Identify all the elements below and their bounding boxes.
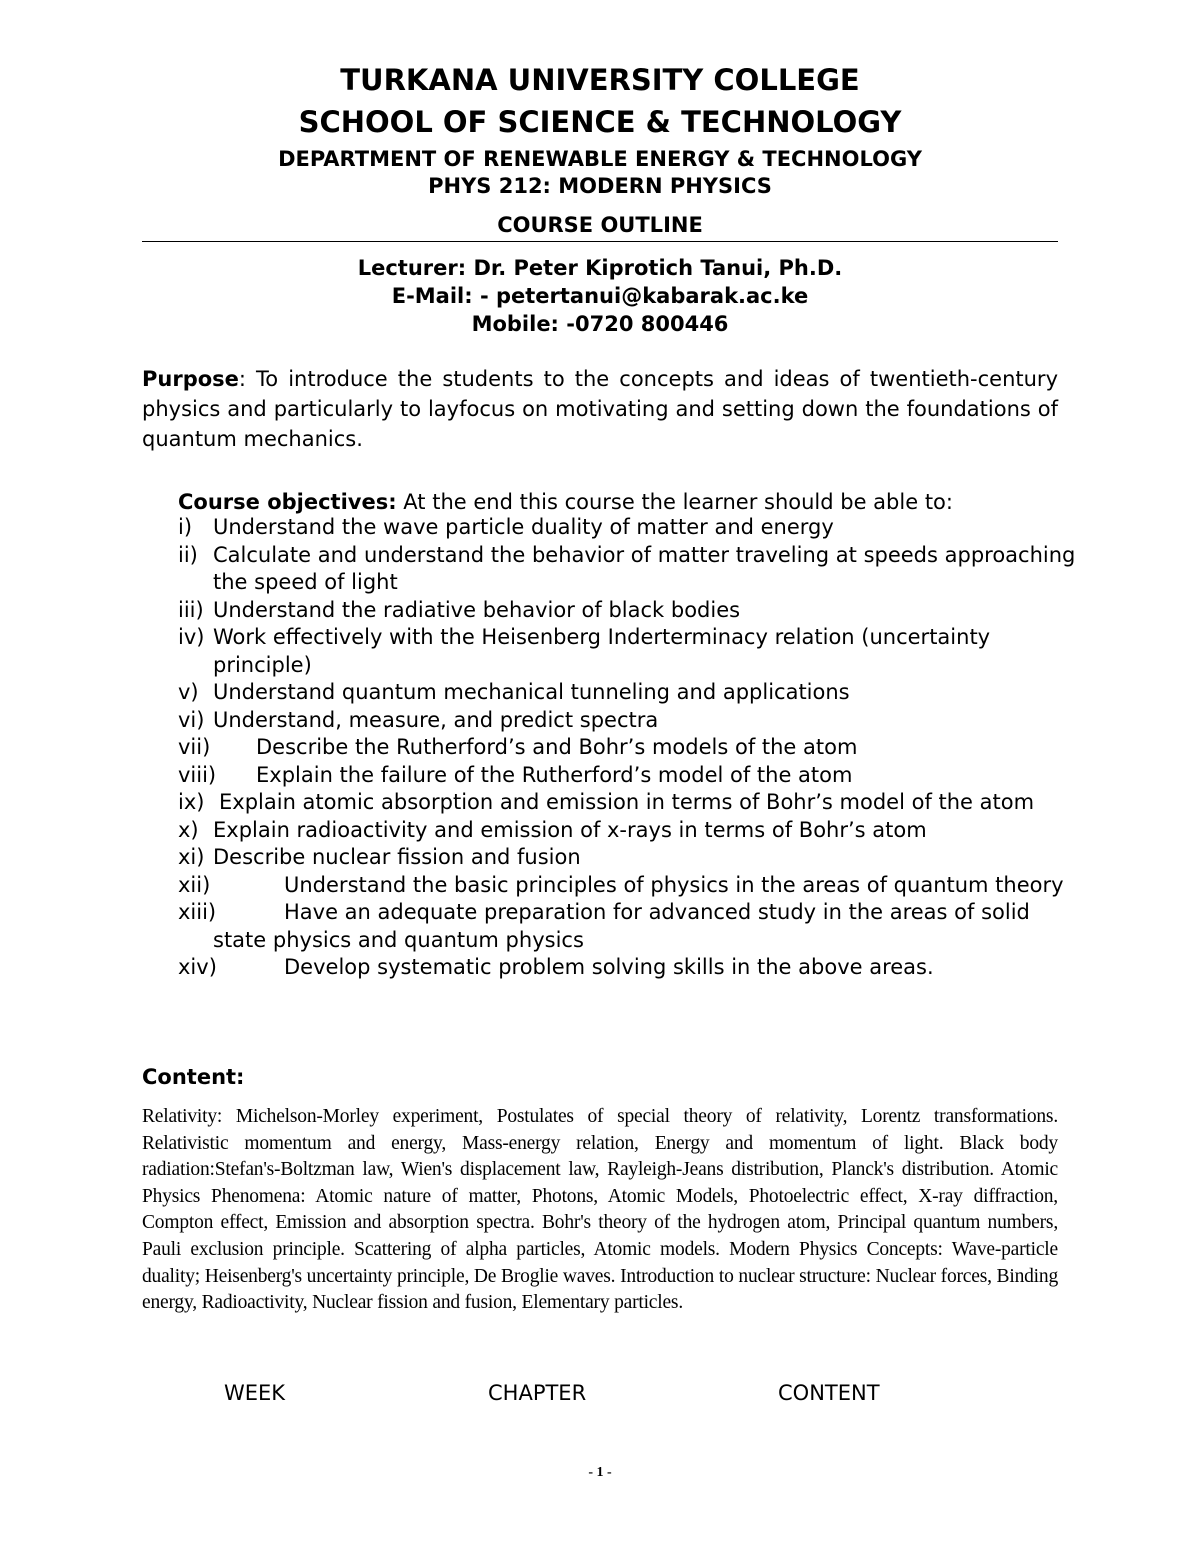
item-number: xiii) [178, 900, 217, 924]
item-text: Describe nuclear fission and fusion [213, 845, 581, 869]
purpose-text: : To introduce the students to the concepts and ideas of twentieth-century physics and particularly to layfocus on motivating and setting down the foundations of quantum mechanics. [142, 367, 1058, 451]
list-item [178, 679, 1078, 707]
item-text: Understand the wave particle duality of matter and energy [213, 515, 834, 539]
lecturer-email: E-Mail: - petertanui@kabarak.ac.ke [391, 284, 809, 308]
item-number: ii) [178, 542, 198, 567]
header-divider [142, 241, 1058, 242]
item-text: Describe the Rutherford’s and Bohr’s models of the atom [256, 735, 858, 759]
list-item [178, 707, 1078, 735]
item-number: v) [178, 680, 199, 704]
department-title: DEPARTMENT OF RENEWABLE ENERGY & TECHNOLOGY [278, 147, 922, 171]
page-number: - 1 - [588, 1465, 612, 1480]
objectives-label: Course objectives: [178, 490, 397, 514]
item-number: vi) [178, 707, 205, 732]
school-title: SCHOOL OF SCIENCE & TECHNOLOGY [298, 105, 902, 139]
course-title: PHYS 212: MODERN PHYSICS [428, 174, 772, 198]
list-item [178, 762, 1078, 790]
item-number: xi) [178, 845, 205, 869]
objectives-intro: At the end this course the learner should be able to: [396, 490, 953, 514]
list-item [178, 872, 1078, 900]
item-text: Work effectively with the Heisenberg Inderterminacy relation (uncertainty principle) [213, 625, 991, 677]
list-item [178, 817, 1078, 845]
purpose-paragraph [142, 364, 1058, 454]
item-number: ix) [178, 790, 205, 814]
item-number: x) [178, 817, 199, 842]
list-item [178, 624, 1078, 679]
college-title: TURKANA UNIVERSITY COLLEGE [340, 63, 860, 97]
doc-type-title: COURSE OUTLINE [497, 213, 703, 237]
item-number: xiv) [178, 955, 217, 979]
objectives-heading [178, 488, 953, 516]
list-item [178, 954, 1078, 982]
list-item [178, 542, 1078, 597]
item-number: vii) [178, 735, 211, 759]
lecturer-name: Lecturer: Dr. Peter Kiprotich Tanui, Ph.D. [357, 256, 843, 280]
item-number: i) [178, 515, 193, 539]
lecturer-mobile: Mobile: -0720 800446 [471, 312, 729, 336]
item-text: Understand the radiative behavior of black bodies [213, 597, 741, 622]
item-text: Have an adequate preparation for advanced study in the areas of solid state physics and quantum physics [213, 900, 1030, 952]
item-text: Explain radioactivity and emission of x-rays in terms of Bohr’s atom [213, 817, 927, 842]
content-heading: Content: [142, 1065, 245, 1089]
item-text: Explain the failure of the Rutherford’s model of the atom [256, 762, 853, 787]
item-number: viii) [178, 762, 217, 787]
item-number: xii) [178, 872, 211, 897]
objectives-list [178, 514, 1078, 982]
week-column-header: WEEK [224, 1381, 286, 1405]
item-text: Explain atomic absorption and emission in terms of Bohr’s model of the atom [219, 790, 1035, 814]
list-item [178, 789, 1078, 817]
item-text: Understand the basic principles of physics in the areas of quantum theory [284, 872, 1064, 897]
content-column-header: CONTENT [778, 1381, 880, 1405]
purpose-label: Purpose [142, 367, 239, 391]
item-number: iii) [178, 597, 204, 622]
content-paragraph: Relativity: Michelson-Morley experiment, Postulates of special theory of relativity, Lorentz transformations. Relativistic momentum and energy, Mass-energy relation, Energy and momentum of light. Black body radiation:Stefan's-Boltzman law, Wien's displacement law, Rayleigh-Jeans distribution, Planck's distribution. Atomic Physics Phenomena: Atomic nature of matter, Photons, Atomic Models, Photoelectric effect, X-ray diffraction, Compton effect, Emission and absorption spectra. Bohr's theory of the hydrogen atom, Principal quantum numbers, Pauli exclusion principle. Scattering of alpha particles, Atomic models. Modern Physics Concepts: Wave-particle duality; Heisenberg's uncertainty principle, De Broglie waves. Introduction to nuclear structure: Nuclear forces, Binding energy, Radioactivity, Nuclear fission and fusion, Elementary particles. [142, 1106, 1058, 1314]
chapter-column-header: CHAPTER [488, 1381, 587, 1405]
list-item [178, 844, 1078, 872]
item-number: iv) [178, 625, 205, 649]
item-text: Calculate and understand the behavior of matter traveling at speeds approaching the speed of light [213, 542, 1076, 594]
list-item [178, 514, 1078, 542]
item-text: Understand quantum mechanical tunneling and applications [213, 680, 850, 704]
list-item [178, 597, 1078, 625]
item-text: Understand, measure, and predict spectra [213, 707, 659, 732]
item-text: Develop systematic problem solving skills in the above areas. [284, 955, 934, 979]
list-item [178, 899, 1078, 954]
list-item [178, 734, 1078, 762]
